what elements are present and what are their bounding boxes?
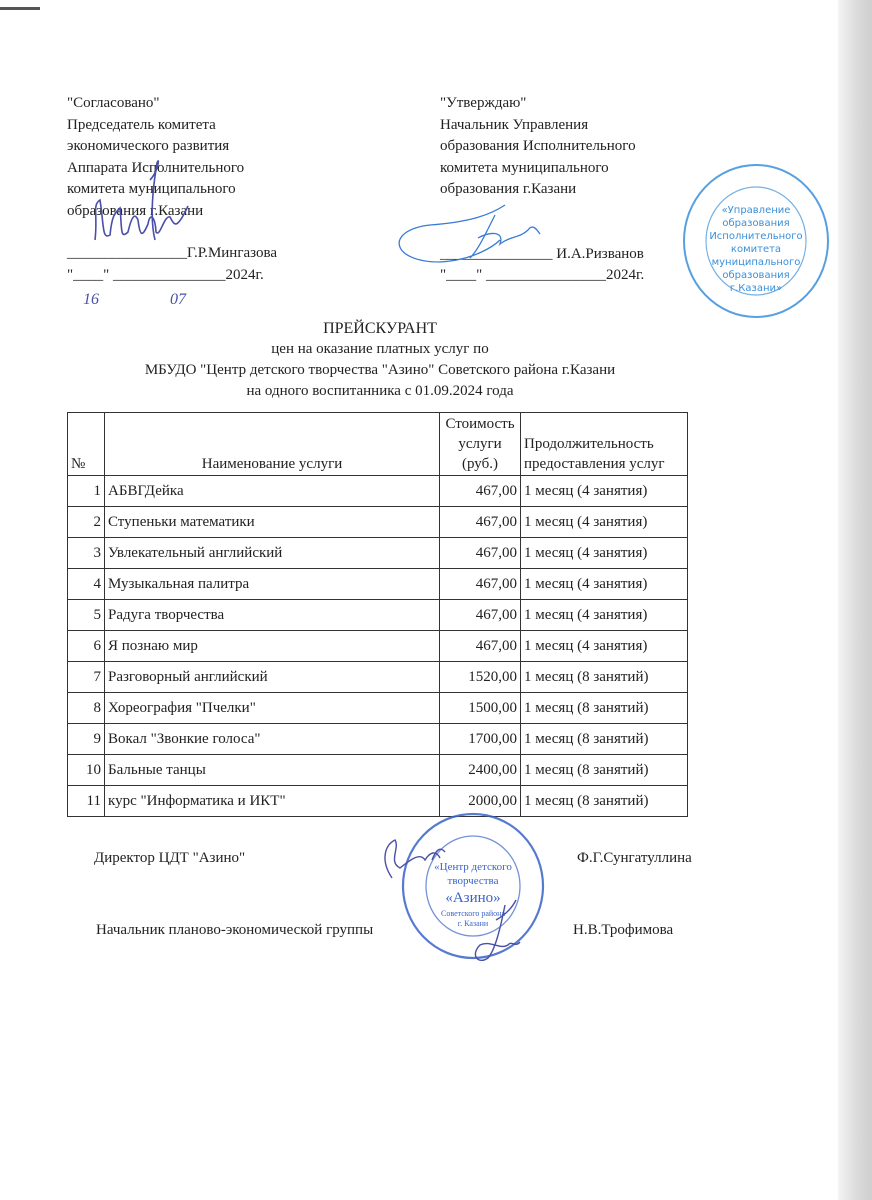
approval-line: Аппарата Исполнительного: [67, 159, 245, 176]
row-number: 6: [68, 631, 105, 662]
service-duration: 1 месяц (8 занятий): [521, 693, 688, 724]
approval-line: Председатель комитета: [67, 116, 216, 133]
row-number: 2: [68, 507, 105, 538]
service-price: 467,00: [440, 538, 521, 569]
approval-line: образования г.Казани: [440, 181, 577, 197]
date-line: "____" _______________2024г.: [67, 266, 264, 283]
row-number: 4: [68, 569, 105, 600]
svg-text:Советского района: Советского района: [441, 909, 505, 918]
service-duration: 1 месяц (4 занятия): [521, 507, 688, 538]
planning-head-name: Н.В.Трофимова: [573, 922, 674, 938]
handwritten-day: 16: [83, 291, 99, 308]
title-line: на одного воспитанника с 01.09.2024 года: [246, 383, 514, 399]
service-duration: 1 месяц (8 занятий): [521, 786, 688, 817]
service-price: 467,00: [440, 600, 521, 631]
row-number: 11: [68, 786, 105, 817]
service-duration: 1 месяц (4 занятия): [521, 600, 688, 631]
approval-line: Начальник Управления: [440, 116, 589, 133]
service-price: 1500,00: [440, 693, 521, 724]
service-name: курс "Информатика и ИКТ": [105, 786, 440, 817]
svg-text:Исполнительного: Исполнительного: [709, 231, 803, 242]
svg-text:«Управление: «Управление: [721, 205, 791, 216]
row-number: 5: [68, 600, 105, 631]
service-price: 2400,00: [440, 755, 521, 786]
service-duration: 1 месяц (4 занятия): [521, 538, 688, 569]
title-line: МБУДО "Центр детского творчества "Азино" Советского района г.Казани: [144, 362, 616, 378]
handwritten-month: 07: [170, 291, 186, 308]
service-price: 1700,00: [440, 724, 521, 755]
service-name: Вокал "Звонкие голоса": [105, 724, 440, 755]
header-service-name: Наименование услуги: [105, 413, 440, 476]
service-name: Музыкальная палитра: [105, 569, 440, 600]
approval-line: образования Исполнительного: [440, 138, 636, 154]
service-duration: 1 месяц (8 занятий): [521, 662, 688, 693]
approval-heading: "Согласовано": [67, 95, 160, 111]
row-number: 3: [68, 538, 105, 569]
header-price: Стоимость услуги (руб.): [440, 413, 521, 476]
service-price: 467,00: [440, 631, 521, 662]
svg-text:комитета: комитета: [730, 244, 782, 255]
service-duration: 1 месяц (8 занятий): [521, 755, 688, 786]
svg-text:г. Казани: г. Казани: [457, 919, 489, 928]
service-name: АБВГДейка: [105, 476, 440, 507]
service-duration: 1 месяц (4 занятия): [521, 631, 688, 662]
row-number: 8: [68, 693, 105, 724]
svg-text:творчества: творчества: [447, 875, 499, 887]
title-line: цен на оказание платных услуг по: [271, 341, 489, 357]
svg-text:г.Казани»: г.Казани»: [729, 283, 783, 294]
svg-text:«Азино»: «Азино»: [445, 890, 501, 906]
date-line: "____" ________________2024г.: [440, 267, 645, 283]
svg-text:образования: образования: [722, 218, 790, 229]
approval-line: комитета муниципального: [67, 181, 236, 197]
svg-text:«Центр детского: «Центр детского: [434, 861, 512, 873]
approval-line: образования г.Казани: [67, 202, 204, 219]
service-name: Ступеньки математики: [105, 507, 440, 538]
service-duration: 1 месяц (8 занятий): [521, 724, 688, 755]
row-number: 7: [68, 662, 105, 693]
svg-text:муниципального: муниципального: [711, 257, 801, 268]
title-main: ПРЕЙСКУРАНТ: [323, 320, 437, 337]
director-name: Ф.Г.Сунгатуллина: [577, 850, 692, 866]
service-price: 467,00: [440, 569, 521, 600]
signature-line: _______________ И.А.Ризванов: [440, 245, 644, 262]
row-number: 10: [68, 755, 105, 786]
service-name: Хореография "Пчелки": [105, 693, 440, 724]
row-number: 9: [68, 724, 105, 755]
service-name: Радуга творчества: [105, 600, 440, 631]
service-duration: 1 месяц (4 занятия): [521, 569, 688, 600]
service-name: Увлекательный английский: [105, 538, 440, 569]
service-price: 467,00: [440, 476, 521, 507]
signature-line: ________________Г.Р.Мингазова: [67, 245, 278, 261]
service-price: 1520,00: [440, 662, 521, 693]
header-number: №: [68, 413, 105, 476]
service-price: 2000,00: [440, 786, 521, 817]
director-title: Директор ЦДТ "Азино": [94, 850, 246, 866]
service-name: Бальные танцы: [105, 755, 440, 786]
service-name: Разговорный английский: [105, 662, 440, 693]
service-price: 467,00: [440, 507, 521, 538]
svg-text:образования: образования: [722, 270, 790, 281]
approval-heading: "Утверждаю": [440, 95, 527, 111]
service-duration: 1 месяц (4 занятия): [521, 476, 688, 507]
approval-line: экономического развития: [67, 138, 230, 154]
approval-line: комитета муниципального: [440, 159, 609, 176]
header-duration: Продолжительность предоставления услуг: [521, 413, 688, 476]
row-number: 1: [68, 476, 105, 507]
service-name: Я познаю мир: [105, 631, 440, 662]
planning-head-title: Начальник планово-экономической группы: [96, 922, 374, 938]
